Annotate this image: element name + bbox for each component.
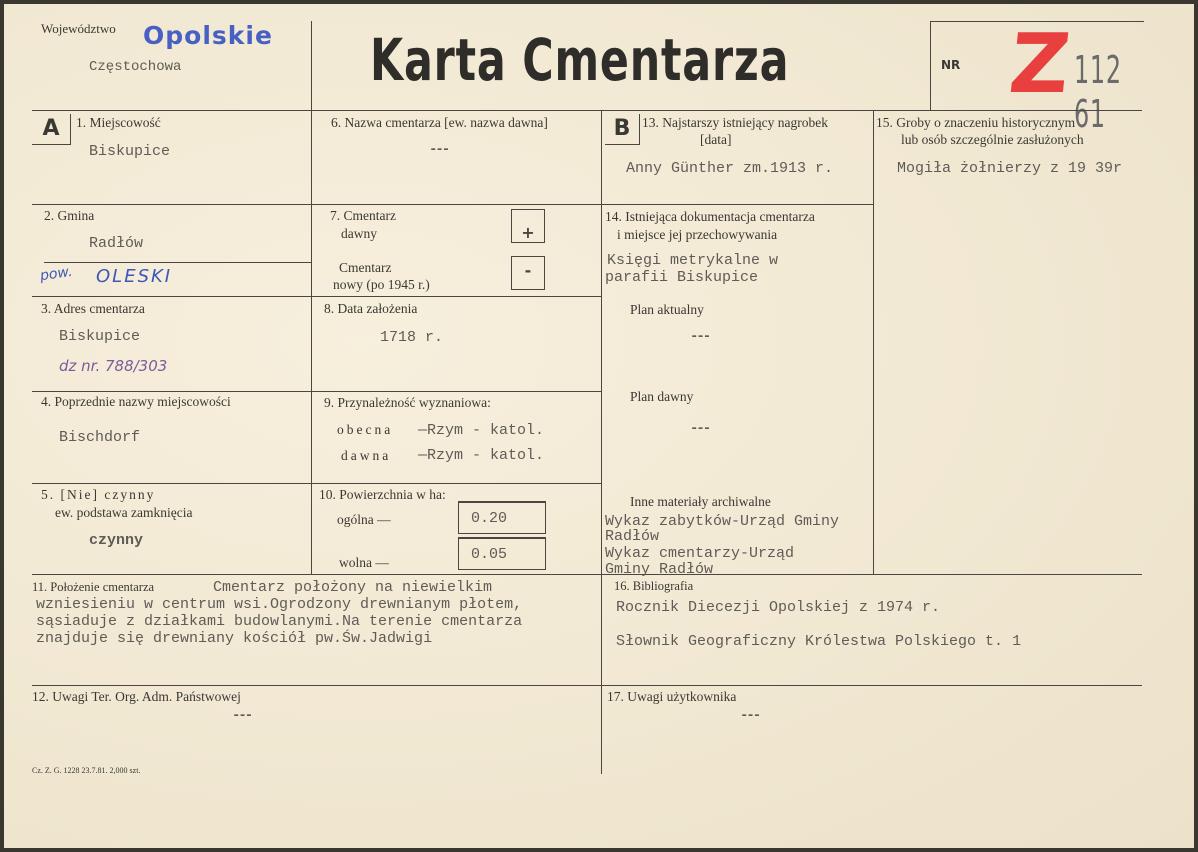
field-7-label: 7. Cmentarz [330, 208, 396, 223]
field-9-former-label: dawna [341, 448, 392, 463]
field-10-total-value: 0.20 [471, 510, 508, 527]
other-materials-line4: Gminy Radłów [605, 561, 714, 578]
field-11-line1: Cmentarz położony na niewielkim [213, 579, 493, 596]
field-5-value: czynny [89, 532, 144, 549]
field-10-free-box [458, 537, 546, 570]
field-9-current-value: —Rzym - katol. [418, 422, 545, 439]
field-14-value-line2: parafii Biskupice [605, 269, 759, 286]
bibliography-item-1: Rocznik Diecezji Opolskiej z 1974 r. [616, 599, 941, 616]
field-3-handwritten: dz nr. 788/303 [59, 357, 168, 375]
print-info: Cz. Z. G. 1228 23.7.81. 2,000 szt. [32, 766, 141, 775]
field-3-label: 3. Adres cmentarza [41, 301, 145, 316]
other-materials-line2: Radłów [605, 528, 660, 545]
field-10-free-value: 0.05 [471, 546, 508, 563]
field-9-label: 9. Przynależność wyznaniowa: [324, 395, 491, 410]
current-plan-label: Plan aktualny [630, 302, 704, 317]
field-2-handwritten-value: OLESKI [96, 266, 173, 287]
field-9-former-value: —Rzym - katol. [418, 447, 545, 464]
field-11-line4: znajduje się drewniany kościół pw.Św.Jadwigi [36, 630, 433, 647]
field-17-value: --- [740, 708, 760, 724]
field-11-line2: wzniesieniu w centrum wsi.Ogrodzony drewnianym płotem, [36, 596, 523, 613]
field-3-value: Biskupice [59, 328, 141, 345]
field-13-label: 13. Najstarszy istniejący nagrobek [642, 115, 828, 130]
section-a-marker: A [32, 114, 71, 145]
field-13-sublabel: [data] [700, 132, 732, 147]
checkbox-cemetery-old[interactable]: + [511, 209, 545, 243]
field-15-sublabel: lub osób szczególnie zasłużonych [901, 132, 1084, 147]
field-4-value: Bischdorf [59, 429, 141, 446]
field-2-value: Radłów [89, 235, 144, 252]
wojewodztwo-stamp: Opolskie [143, 21, 273, 50]
field-14-value-line1: Księgi metrykalne w [607, 252, 779, 269]
former-plan-label: Plan dawny [630, 389, 694, 404]
field-1-value: Biskupice [89, 143, 171, 160]
nr-number: 112 61 [1074, 48, 1122, 136]
other-materials-line3: Wykaz cmentarzy-Urząd [605, 545, 795, 562]
checkbox-cemetery-new[interactable]: - [511, 256, 545, 290]
field-7-new-sublabel: nowy (po 1945 r.) [333, 277, 430, 292]
field-14-label: 14. Istniejąca dokumentacja cmentarza [605, 209, 815, 224]
field-5-sublabel: ew. podstawa zamknięcia [55, 505, 193, 520]
field-12-value: --- [232, 708, 252, 724]
field-1-label: 1. Miejscowość [76, 115, 161, 130]
field-2-handwritten-prefix: pow. [39, 263, 74, 285]
field-10-free-label: wolna — [339, 555, 389, 570]
field-7-dawny-label: dawny [341, 226, 377, 241]
field-15-label: 15. Groby o znaczeniu historycznym [876, 115, 1076, 130]
field-5-label: 5. [Nie] czynny [41, 487, 156, 502]
former-plan-value: --- [690, 421, 710, 437]
field-16-label: 16. Bibliografia [614, 579, 694, 593]
field-4-label: 4. Poprzednie nazwy miejscowości [41, 394, 231, 409]
field-7-new-label: Cmentarz [339, 260, 392, 275]
field-8-value: 1718 r. [380, 329, 444, 346]
section-b-marker: B [605, 114, 640, 145]
field-6-value: --- [429, 142, 449, 158]
current-plan-value: --- [690, 329, 710, 345]
cemetery-record-card [4, 4, 1194, 848]
bibliography-item-2: Słownik Geograficzny Królestwa Polskiego t. 1 [616, 633, 1022, 650]
wojewodztwo-typed: Częstochowa [89, 59, 182, 75]
nr-label: NR [941, 58, 961, 72]
field-17-label: 17. Uwagi użytkownika [607, 689, 737, 704]
field-9-current-label: obecna [337, 422, 394, 437]
field-15-value: Mogiła żołnierzy z 19 39r [897, 160, 1123, 177]
other-materials-line1: Wykaz zabytków-Urząd Gminy [605, 513, 840, 530]
field-10-label: 10. Powierzchnia w ha: [319, 487, 446, 502]
nr-letter-marker: Z [1005, 17, 1075, 112]
field-8-label: 8. Data założenia [324, 301, 418, 316]
field-11-line3: sąsiaduje z działkami budowlanymi.Na terenie cmentarza [36, 613, 523, 630]
page-title: Karta Cmentarza [370, 26, 790, 94]
field-11-label: 11. Położenie cmentarza [32, 580, 155, 594]
field-2-label: 2. Gmina [44, 208, 95, 223]
field-14-sublabel: i miejsce jej przechowywania [617, 227, 778, 242]
field-6-label: 6. Nazwa cmentarza [ew. nazwa dawna] [331, 115, 548, 130]
field-10-total-label: ogólna — [337, 512, 391, 527]
wojewodztwo-label: Województwo [41, 21, 116, 36]
field-13-value: Anny Günther zm.1913 r. [626, 160, 834, 177]
field-10-total-box [458, 501, 546, 534]
other-materials-label: Inne materiały archiwalne [630, 494, 771, 509]
field-12-label: 12. Uwagi Ter. Org. Adm. Państwowej [32, 689, 241, 704]
